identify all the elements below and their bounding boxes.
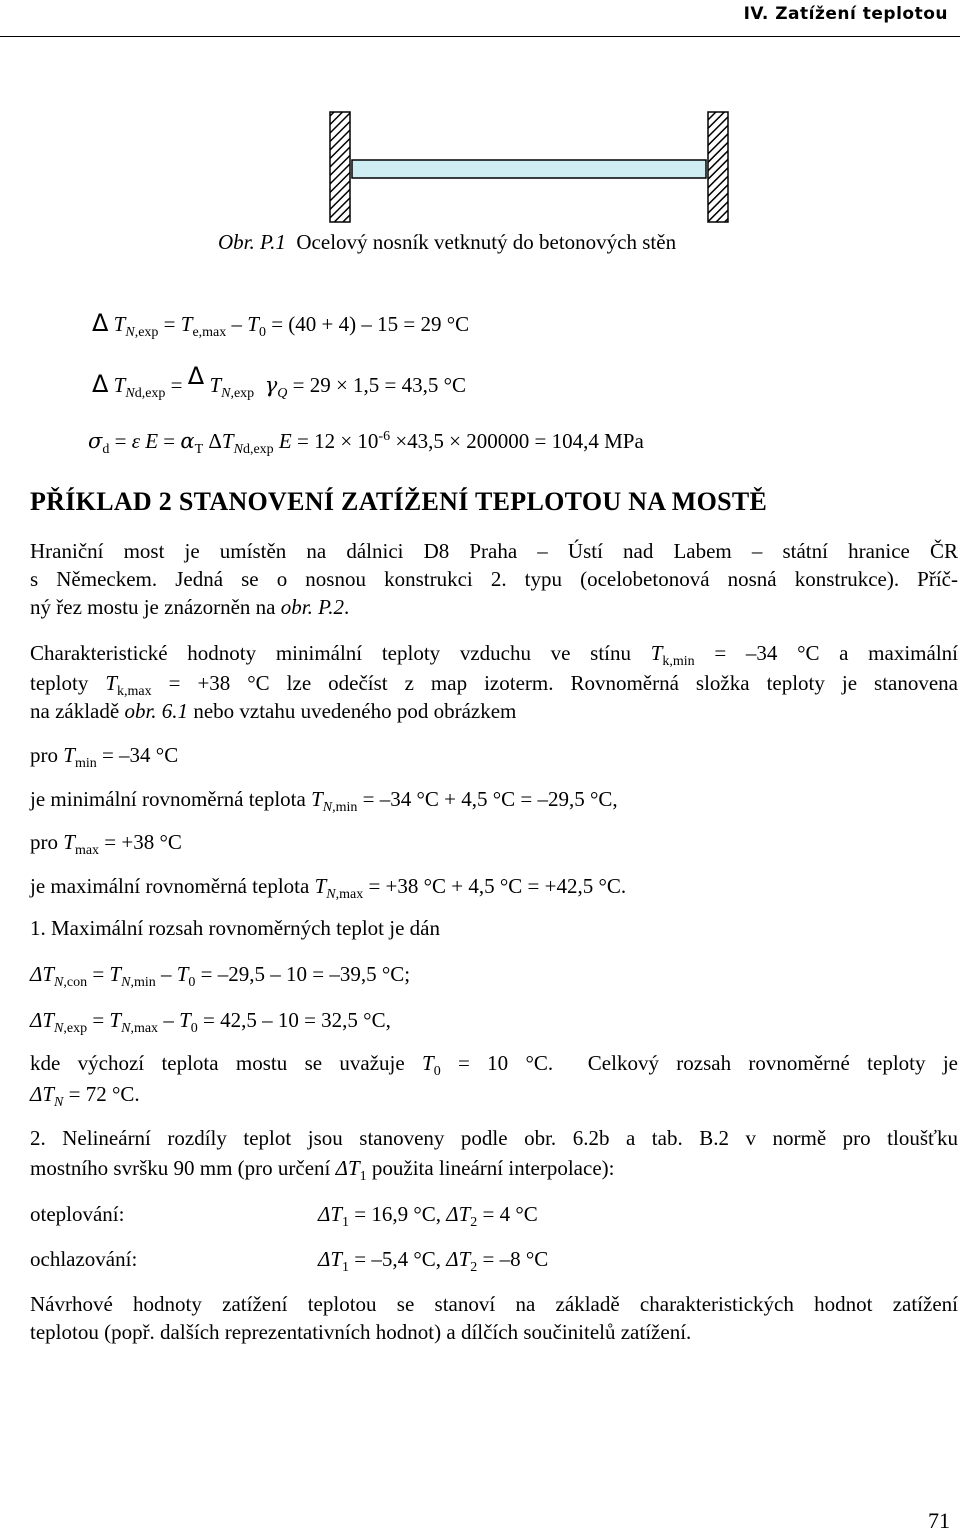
section-heading: PŘÍKLAD 2 STANOVENÍ ZATÍŽENÍ TEPLOTOU NA MOSTĚ: [30, 487, 768, 516]
equation-3: $\sigma_d = \varepsilon$ $E = \alpha_T$ $\Delta T_{Nd,exp}$ $E = 12 \times 10^{-6} \times 43,5 \times 200000 = 104,4$ MPa: [88, 429, 644, 458]
caption-text: Ocelový nosník vetknutý do betonových stěn: [296, 230, 677, 254]
para1-line2: s Německem. Jedná se o nosnou konstrukci 2. typu (ocelobetonová nosná konstrukce). Příč-: [30, 567, 958, 591]
point-2-line2: mostního svršku 90 mm (pro určení $\Delta T_1$ použita lineární interpolace):: [30, 1156, 615, 1185]
page-number: 71: [928, 1508, 950, 1533]
delta-symbol: Δ: [92, 309, 109, 337]
line-tn-max: je maximální rovnoměrná teplota $T_{N,max} = +38$ °C + 4,5 °C = +42,5 °C.: [30, 874, 627, 903]
figure-caption: [218, 229, 676, 255]
label-oteplovani: oteplování:: [30, 1202, 125, 1226]
final-line1: Návrhové hodnoty zatížení teplotou se stanoví na základě charakteristických hodnot zatížení: [30, 1292, 958, 1316]
eq-delta-tn-con: $\Delta T_{N,con} = T_{N,min} - T_0 = -29,5 - 10 = -39,5$ °C;: [30, 962, 411, 991]
line-tn-min: je minimální rovnoměrná teplota $T_{N,min} = -34$ °C + 4,5 °C = –29,5 °C,: [30, 787, 618, 816]
steel-beam: [352, 160, 706, 178]
point-1: 1. Maximální rozsah rovnoměrných teplot je dán: [30, 916, 440, 940]
label-ochlazovani: ochlazování:: [30, 1247, 138, 1271]
caption-prefix: Obr. P.1: [218, 230, 286, 254]
para1-line1: Hraniční most je umístěn na dálnici D8 Praha – Ústí nad Labem – státní hranice ČR: [30, 539, 958, 563]
delta-symbol: Δ: [92, 370, 109, 398]
line-pro-tmin: pro $T_{min} = -34$ °C: [30, 743, 179, 772]
left-wall: [330, 112, 350, 222]
para2-line2: teploty $T_{k,max} = +38$ °C lze odečíst z map izoterm. Rovnoměrná složka teploty je stanovena: [30, 671, 958, 700]
line-pro-tmax: pro $T_{max} = +38$ °C: [30, 830, 182, 859]
point-2-line1: 2. Nelineární rozdíly teplot jsou stanoveny podle obr. 6.2b a tab. B.2 v normě pro tloušťku: [30, 1126, 958, 1150]
delta-symbol: Δ: [187, 362, 205, 390]
para1-line3: ný řez mostu je znázorněn na obr. P.2.: [30, 595, 350, 619]
equation-2: Δ $T_{Nd,exp} = \Delta$ $T_{N,exp}$ $\gamma_Q = 29 \times 1,5 = 43,5$ °C: [92, 362, 467, 402]
values-ochlazovani: $\Delta T_1 = -5,4$ °C, $\Delta T_2 = -8$ °C: [318, 1247, 549, 1276]
para2-line1: Charakteristické hodnoty minimální teploty vzduchu ve stínu $T_{k,min} = -34$ °C a maximální: [30, 641, 958, 670]
values-oteplovani: $\Delta T_1 = 16,9$ °C, $\Delta T_2 = 4$ °C: [318, 1202, 538, 1231]
right-wall: [708, 112, 728, 222]
eq-delta-tn-exp: $\Delta T_{N,exp} = T_{N,max} - T_0 = 42,5 - 10 = 32,5$ °C,: [30, 1008, 391, 1037]
final-line2: teplotou (popř. dalších reprezentativních hodnot) a dílčích součinitelů zatížení.: [30, 1320, 692, 1344]
running-header: IV. Zatížení teplotou: [743, 4, 948, 24]
kde-line1: kde výchozí teplota mostu se uvažuje $T_0 = 10$ °C. Celkový rozsah rovnoměrné teploty je: [30, 1051, 958, 1080]
kde-line2: $\Delta T_N = 72$ °C.: [30, 1082, 140, 1111]
equation-1: Δ $T_{N,exp} = T_{e,max} - T_0 = (40 + 4) - 15 = 29$ °C: [92, 309, 470, 341]
beam-figure: [320, 108, 740, 228]
para2-line3: na základě obr. 6.1 nebo vztahu uvedeného pod obrázkem: [30, 699, 517, 723]
header-rule: [0, 36, 960, 37]
